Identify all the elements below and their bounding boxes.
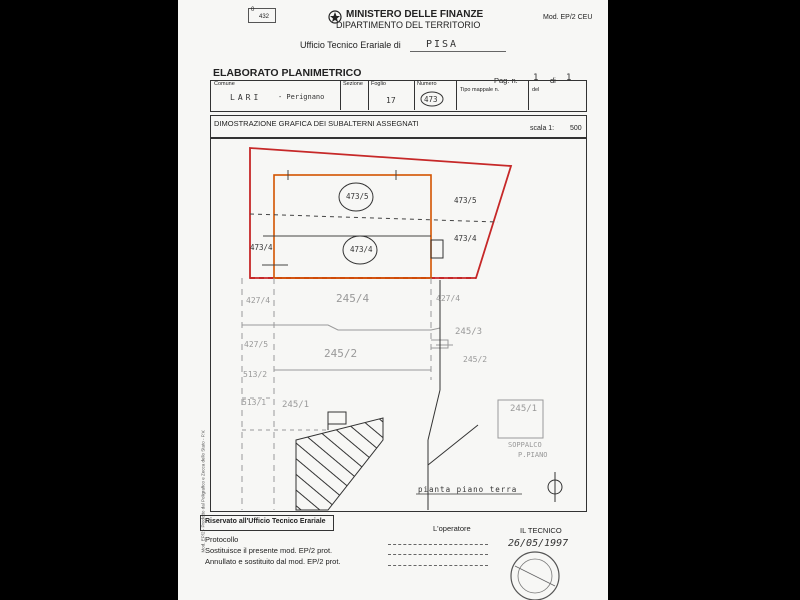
page-of-label: di (550, 76, 556, 85)
label-473-4-left: 473/4 (250, 243, 273, 252)
label-245-3: 245/3 (455, 327, 483, 337)
form-title: ELABORATO PLANIMETRICO (213, 67, 362, 79)
label-473-5-right: 473/5 (454, 196, 477, 205)
label-513-2: 513/2 (243, 370, 268, 379)
section-title: DIMOSTRAZIONE GRAFICA DEI SUBALTERNI ASSEGNATI (214, 119, 419, 128)
page-total: 1 (566, 73, 572, 83)
label-513-1: 513/1 (242, 398, 267, 407)
floor-plan (178, 0, 608, 600)
small-box (431, 240, 443, 258)
label-427-4-left: 427/4 (246, 296, 271, 305)
hatched-area (296, 418, 383, 510)
comune-extra: - Perignano (278, 93, 325, 101)
label-245-4: 245/4 (336, 292, 370, 305)
label-427-5: 427/5 (244, 340, 269, 349)
footer-date: 26/05/1997 (508, 538, 569, 549)
model-code: Mod. EP/2 CEU (543, 14, 593, 21)
numero-value: 473 (424, 95, 438, 104)
footer-cancelled: Annullato e sostituito dal mod. EP/2 prot. (205, 557, 341, 566)
footer-reserved: Riservato all'Ufficio Tecnico Erariale (205, 518, 326, 525)
footer-replace: Sostituisce il presente mod. EP/2 prot. (205, 546, 333, 555)
comune-label: Comune (214, 81, 235, 87)
label-473-4-circle: 473/4 (350, 245, 373, 254)
scale-value: 500 (570, 125, 582, 132)
office-label: Ufficio Tecnico Erariale di (300, 40, 401, 50)
plan-caption: pianta piano terra (418, 485, 518, 494)
ministry-name: MINISTERO DELLE FINANZE (346, 9, 484, 20)
red-boundary-outer (250, 148, 511, 278)
label-245-2-right: 245/2 (463, 355, 488, 364)
page-number: 1 (533, 73, 539, 83)
office-value: PISA (426, 39, 459, 50)
tipo-mappale-label: Tipo mappale n. (460, 87, 500, 93)
comune-value: LARI (230, 93, 262, 102)
scale-label: scala 1: (530, 125, 555, 132)
label-245-2-center: 245/2 (324, 347, 358, 360)
label-245-1: 245/1 (282, 400, 310, 410)
numero-label: Numero (417, 81, 437, 87)
stamp-icon (500, 546, 570, 600)
label-soppalco: SOPPALCO (508, 441, 542, 449)
del-label: del (532, 87, 540, 93)
label-473-5-circle: 473/5 (346, 192, 369, 201)
label-piano: P.PIANO (518, 451, 548, 459)
label-245-1-box: 245/1 (510, 404, 538, 414)
foglio-label: Foglio (371, 81, 386, 87)
label-427-4-right: 427/4 (436, 294, 461, 303)
division-dashed-1 (250, 214, 498, 222)
label-473-4-right: 473/4 (454, 234, 477, 243)
page-label: Pag. n. (494, 76, 518, 85)
footer-protocol: Protocollo (205, 535, 239, 544)
document-sheet (178, 0, 608, 600)
corner-code-top: 0 (251, 7, 255, 13)
footer-operator: L'operatore (433, 524, 471, 533)
department-name: DIPARTIMENTO DEL TERRITORIO (336, 20, 481, 30)
foglio-value: 17 (386, 96, 396, 105)
pencil-lines (242, 278, 543, 510)
footer-technician: IL TECNICO (520, 526, 562, 535)
margin-note: Mod. EP/2 - Prodotto dal Poligrafico e Zecca dello Stato - P.V. (200, 429, 206, 553)
sezione-label: Sezione (343, 81, 363, 87)
corner-code-bottom: 432 (259, 14, 270, 20)
